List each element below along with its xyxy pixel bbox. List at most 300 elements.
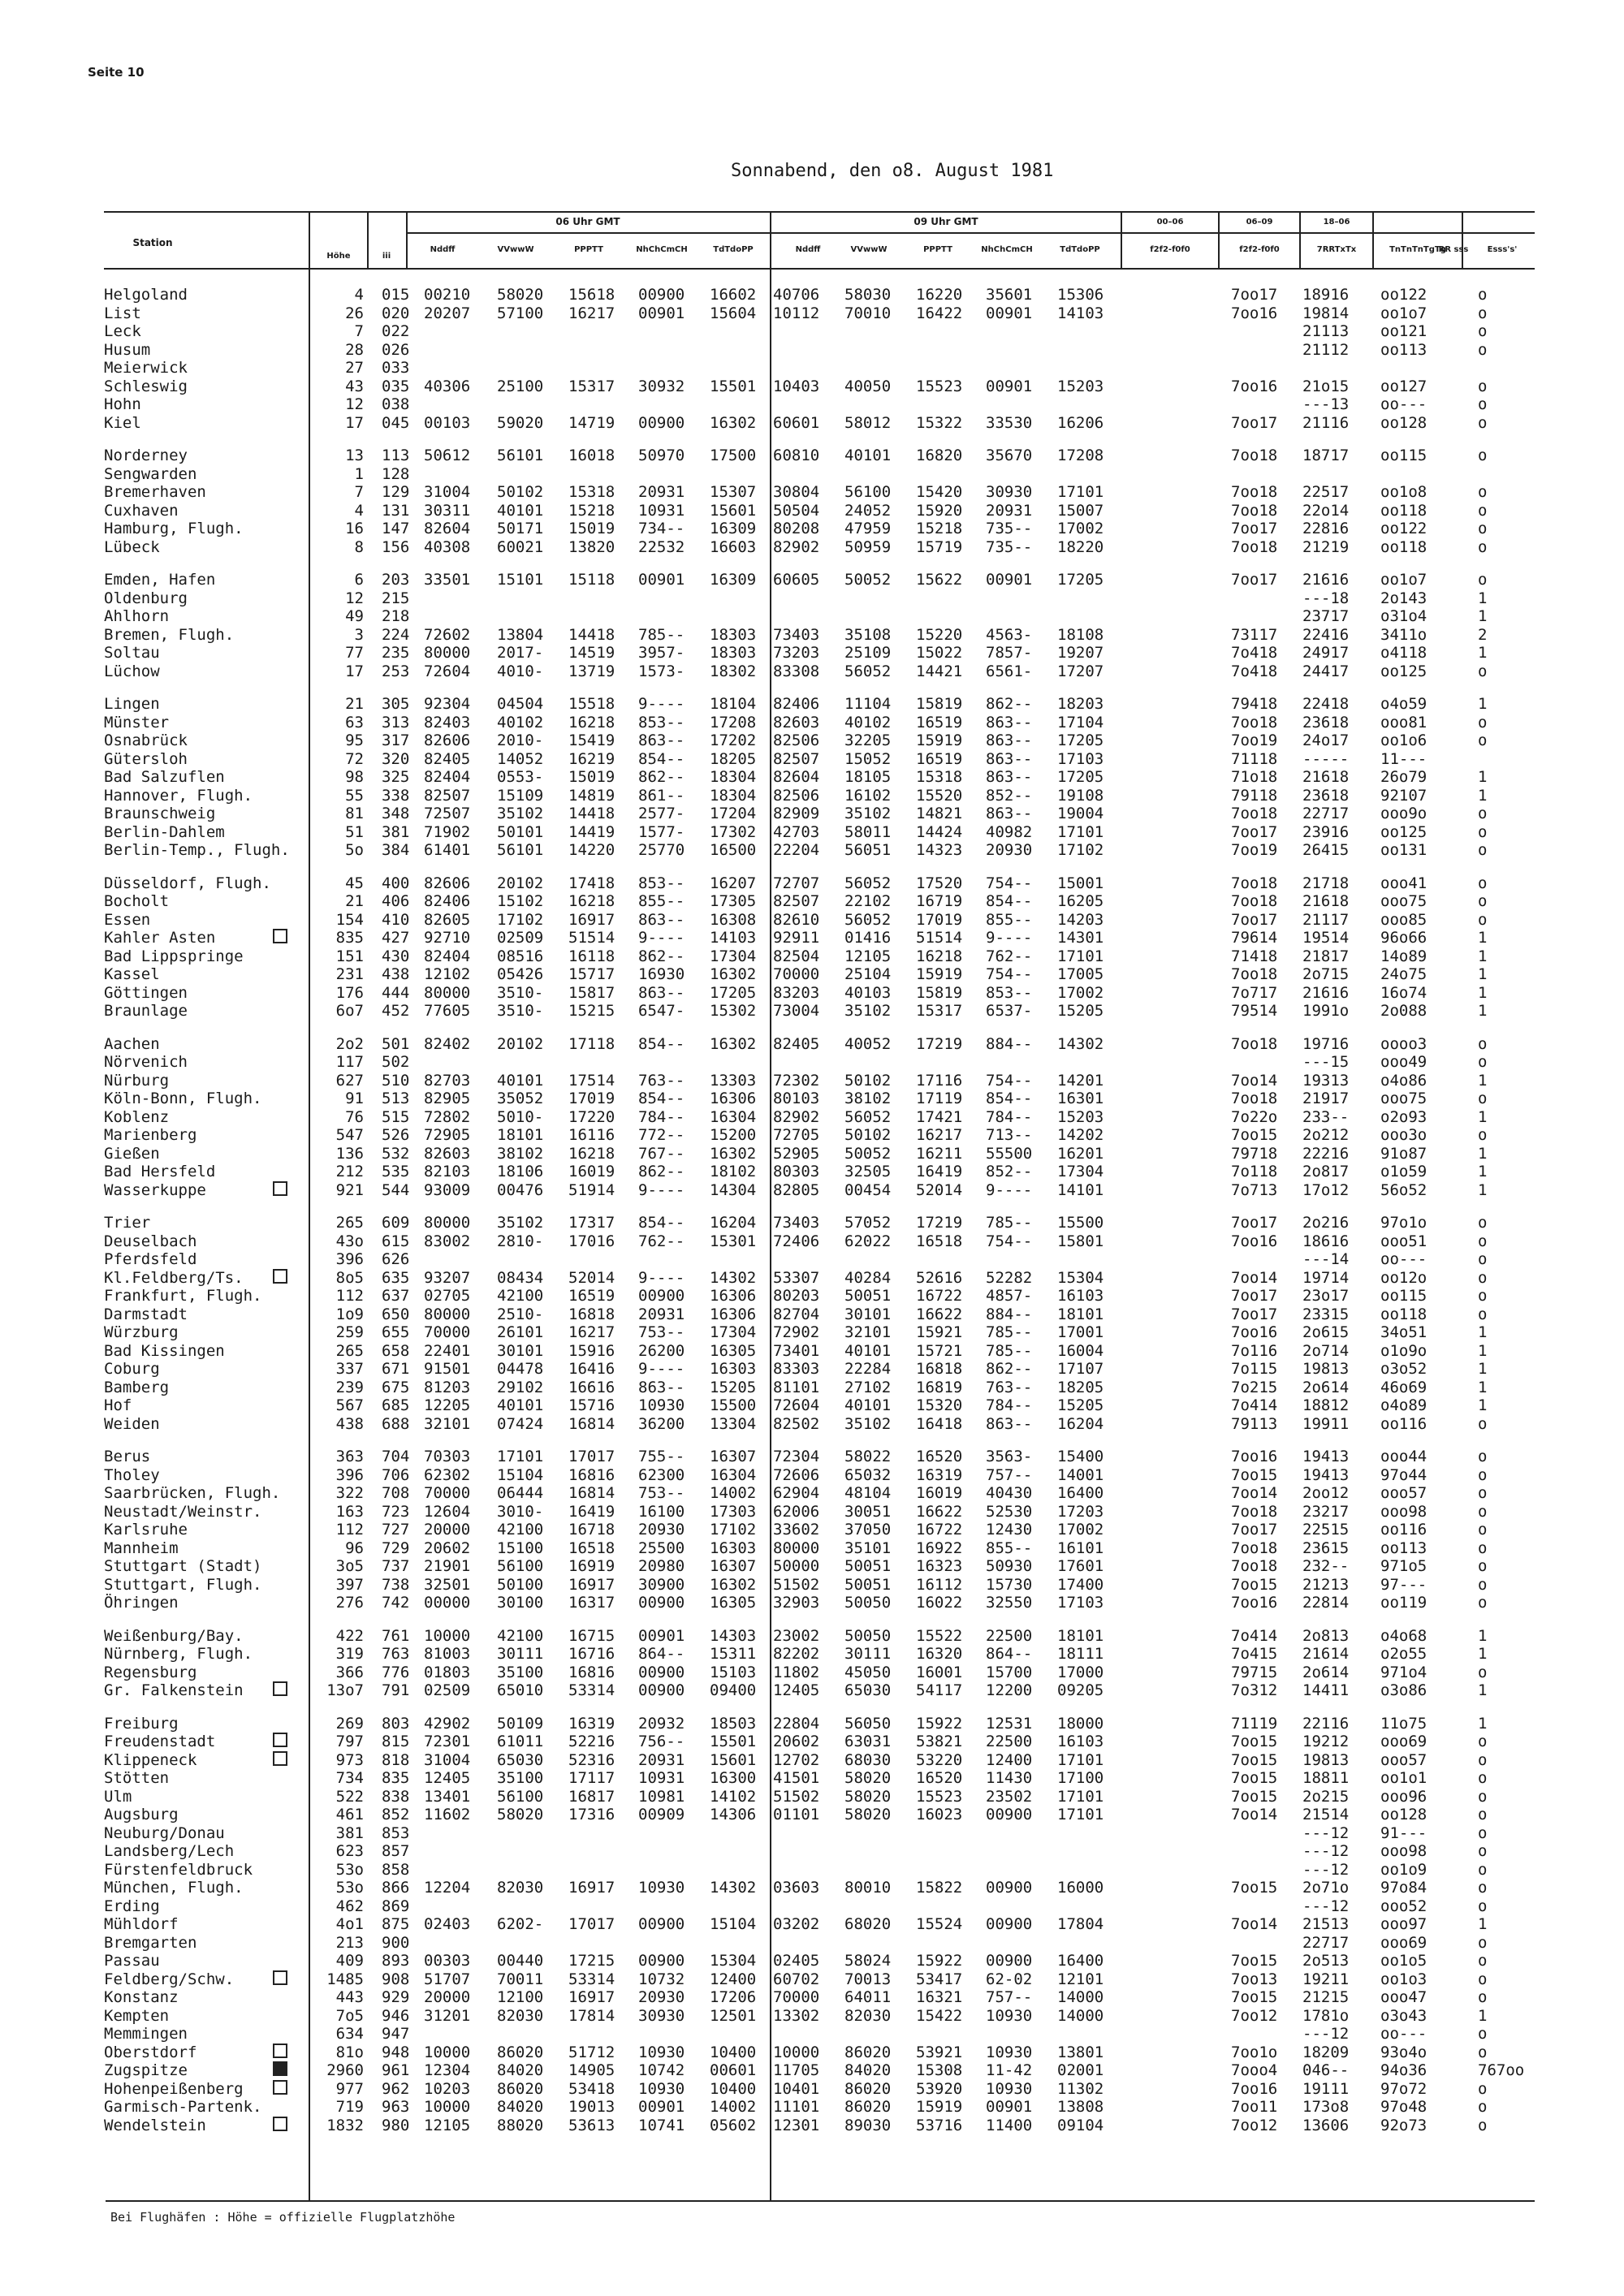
value-09-vvwww: 56052 [844,911,892,929]
station-height: 53o [335,1861,364,1879]
station-height: 396 [335,1466,364,1484]
value-06-nddff: 71902 [424,823,471,841]
value-06-nch: 30900 [638,1576,685,1594]
value-09-ppptt: 15522 [916,1627,963,1645]
station-height: 53o [335,1879,364,1897]
table-row [0,626,1624,645]
station-number: 838 [382,1788,410,1806]
value-rr: 2o088 [1380,1002,1427,1020]
value-snow: o [1478,1557,1488,1575]
station-name: Bad Kissingen [104,1342,225,1360]
value-rr: oo118 [1380,502,1427,520]
value-tmax: 7o118 [1231,1163,1278,1180]
station-number: 348 [382,805,410,822]
table-row [0,1970,1624,1990]
value-06-vvwww: 50101 [497,823,544,841]
value-06-nddff: 11602 [424,1806,471,1823]
value-tmax: 79418 [1231,695,1278,713]
value-06-tdtd: 14002 [710,1484,757,1502]
value-tmin: 21618 [1302,892,1350,910]
value-06-vvwww: 38102 [497,1145,544,1163]
value-tmin: 19911 [1302,1415,1350,1433]
value-snow: o [1478,322,1488,340]
value-09-nch: 754-- [986,874,1033,892]
value-tmax: 7oo1o [1231,2044,1278,2061]
value-06-nch: 784-- [638,1108,685,1126]
value-rr: ooo69 [1380,1733,1427,1750]
value-rr: oo118 [1380,538,1427,556]
station-number: 875 [382,1915,410,1933]
value-09-nch: 00901 [986,304,1033,322]
station-height: 55 [345,787,364,805]
value-tmin: 22416 [1302,626,1350,644]
value-09-nch: 00901 [986,571,1033,589]
value-06-ppptt: 17418 [568,874,615,892]
station-height: 8o5 [335,1269,364,1287]
station-height: 26 [345,304,364,322]
station-name: Landsberg/Lech [104,1842,235,1860]
value-rr: 94o36 [1380,2061,1427,2079]
station-number: 253 [382,662,410,680]
value-09-ppptt: 16722 [916,1521,963,1539]
table-row [0,322,1624,342]
value-09-vvwww: 24052 [844,502,892,520]
station-height: 17 [345,414,364,432]
value-snow: o [1478,1576,1488,1594]
value-06-ppptt: 14419 [568,823,615,841]
value-09-vvwww: 32205 [844,732,892,749]
value-06-nddff: 93207 [424,1269,471,1287]
value-06-ppptt: 16118 [568,947,615,965]
value-rr: 97o72 [1380,2080,1427,2098]
value-06-nch: 1577- [638,823,685,841]
value-rr: oo12o [1380,1269,1427,1287]
value-snow: o [1478,1053,1488,1071]
value-09-vvwww: 40101 [844,447,892,464]
value-tmax: 7o215 [1231,1379,1278,1396]
value-09-tdtd: 17101 [1057,1806,1104,1823]
value-06-nddff: 12105 [424,2117,471,2134]
value-09-tdtd: 18101 [1057,1306,1104,1323]
value-06-vvwww: 08434 [497,1269,544,1287]
value-tmin: 19813 [1302,1751,1350,1769]
value-09-nddff: 50504 [773,502,820,520]
value-09-nddff: 73401 [773,1342,820,1360]
value-09-ppptt: 16019 [916,1484,963,1502]
value-09-nch: 33530 [986,414,1033,432]
table-row [0,1072,1624,1091]
value-09-tdtd: 16101 [1057,1539,1104,1557]
table-row [0,1934,1624,1953]
value-06-nch: 9---- [638,695,685,713]
value-06-nddff: 62302 [424,1466,471,1484]
value-09-nddff: 33602 [773,1521,820,1539]
value-09-ppptt: 15320 [916,1396,963,1414]
value-06-vvwww: 42100 [497,1521,544,1539]
value-rr: oo118 [1380,1306,1427,1323]
value-06-ppptt: 15019 [568,520,615,537]
table-row [0,465,1624,485]
station-name: Erding [104,1897,160,1915]
value-06-ppptt: 15218 [568,502,615,520]
value-09-ppptt: 15919 [916,732,963,749]
value-09-nch: 15700 [986,1664,1033,1681]
station-name: Ahlhorn [104,607,170,625]
value-06-nddff: 72602 [424,626,471,644]
value-tmin: 23615 [1302,1539,1350,1557]
value-06-ppptt: 16816 [568,1664,615,1681]
value-06-tdtd: 17206 [710,1988,757,2006]
value-06-ppptt: 15518 [568,695,615,713]
value-06-vvwww: 3010- [497,1503,544,1521]
square-icon [273,1751,287,1766]
value-06-tdtd: 15200 [710,1126,757,1144]
value-rr: ooo69 [1380,1934,1427,1952]
station-height: 151 [335,947,364,965]
value-snow: o [1478,1232,1488,1250]
table-row [0,1879,1624,1898]
value-06-nch: 862-- [638,768,685,786]
station-number: 685 [382,1396,410,1414]
square-icon [273,2044,287,2058]
value-06-nddff: 42902 [424,1715,471,1733]
value-09-tdtd: 15203 [1057,1108,1104,1126]
table-row [0,965,1624,985]
value-snow: 1 [1478,1002,1488,1020]
station-height: 547 [335,1126,364,1144]
value-tmax: 7o415 [1231,1645,1278,1663]
value-06-nch: 861-- [638,787,685,805]
value-06-nch: 00900 [638,286,685,304]
station-height: 835 [335,929,364,947]
value-06-nddff: 30311 [424,502,471,520]
value-06-vvwww: 02509 [497,929,544,947]
value-tmax: 79715 [1231,1664,1278,1681]
value-06-nch: 772-- [638,1126,685,1144]
value-snow: 1 [1478,644,1488,662]
value-09-vvwww: 56052 [844,874,892,892]
value-09-vvwww: 32505 [844,1163,892,1180]
value-snow: o [1478,841,1488,859]
value-06-nch: 753-- [638,1484,685,1502]
value-tmin: 2o216 [1302,1214,1350,1232]
value-snow: o [1478,1035,1488,1053]
table-row [0,1379,1624,1398]
station-height: 337 [335,1360,364,1378]
value-09-tdtd: 17205 [1057,768,1104,786]
value-06-ppptt: 15419 [568,732,615,749]
value-09-tdtd: 17102 [1057,841,1104,859]
value-09-nch: 12400 [986,1751,1033,1769]
station-number: 384 [382,841,410,859]
value-rr: 14o89 [1380,947,1427,965]
value-tmax: 71119 [1231,1715,1278,1733]
value-06-nch: 20930 [638,1988,685,2006]
value-tmin: 19413 [1302,1448,1350,1465]
value-09-ppptt: 15919 [916,2098,963,2116]
table-row [0,414,1624,434]
value-06-ppptt: 16518 [568,1539,615,1557]
value-tmax: 7oo15 [1231,1769,1278,1787]
station-number: 761 [382,1627,410,1645]
table-row [0,359,1624,378]
value-06-nddff: 82404 [424,768,471,786]
station-number: 727 [382,1521,410,1539]
value-09-nddff: 60702 [773,1970,820,1988]
value-rr: o3o86 [1380,1681,1427,1699]
value-09-tdtd: 14202 [1057,1126,1104,1144]
value-09-tdtd: 17208 [1057,447,1104,464]
value-06-nch: 00901 [638,571,685,589]
value-09-ppptt: 15308 [916,2061,963,2079]
value-06-ppptt: 15317 [568,378,615,395]
station-name: Fürstenfeldbruck [104,1861,253,1879]
value-06-nch: 26200 [638,1342,685,1360]
value-snow: o [1478,286,1488,304]
station-name: Norderney [104,447,188,464]
value-09-nddff: 30804 [773,483,820,501]
value-tmin: ---12 [1302,1897,1350,1915]
table-row [0,1145,1624,1164]
station-height: 117 [335,1053,364,1071]
value-06-tdtd: 15601 [710,502,757,520]
value-09-ppptt: 15322 [916,414,963,432]
station-number: 020 [382,304,410,322]
station-name: Leck [104,322,141,340]
value-tmax: 7oo18 [1231,1557,1278,1575]
value-snow: o [1478,571,1488,589]
table-row [0,714,1624,733]
value-tmin: ---12 [1302,2025,1350,2043]
value-tmax: 7oo18 [1231,874,1278,892]
value-rr: ooo51 [1380,1232,1427,1250]
value-06-nddff: 61401 [424,841,471,859]
value-snow: o [1478,1466,1488,1484]
value-09-ppptt: 16320 [916,1645,963,1663]
value-09-vvwww: 50052 [844,571,892,589]
value-06-nch: 20931 [638,1306,685,1323]
value-snow: 1 [1478,1072,1488,1090]
station-name: Freiburg [104,1715,179,1733]
value-09-tdtd: 17005 [1057,965,1104,983]
value-09-nddff: 42703 [773,823,820,841]
value-06-nch: 854-- [638,1214,685,1232]
value-09-vvwww: 84020 [844,2061,892,2079]
value-06-vvwww: 88020 [497,2117,544,2134]
value-tmax: 79118 [1231,787,1278,805]
value-06-nch: 00909 [638,1806,685,1823]
value-06-ppptt: 16814 [568,1484,615,1502]
value-09-nddff: 82805 [773,1181,820,1199]
value-tmax: 7oo16 [1231,1594,1278,1612]
value-06-nddff: 02403 [424,1915,471,1933]
value-snow: o [1478,378,1488,395]
table-row [0,1448,1624,1467]
station-name: Bad Hersfeld [104,1163,216,1180]
square-icon [273,1181,287,1196]
value-06-ppptt: 16919 [568,1557,615,1575]
value-rr: 971o5 [1380,1557,1427,1575]
value-06-ppptt: 15215 [568,1002,615,1020]
table-row [0,1181,1624,1201]
value-06-ppptt: 16616 [568,1379,615,1396]
table-row [0,1664,1624,1683]
value-09-nddff: 52905 [773,1145,820,1163]
value-09-ppptt: 17019 [916,911,963,929]
value-rr: o4o89 [1380,1396,1427,1414]
value-snow: 1 [1478,1163,1488,1180]
value-rr: ooo41 [1380,874,1427,892]
value-06-nddff: 12604 [424,1503,471,1521]
header-col-nch-06: NhChCmCH [636,245,688,254]
station-name: Bocholt [104,892,170,910]
table-row [0,447,1624,466]
value-09-nch: 10930 [986,2080,1033,2098]
station-height: 6o7 [335,1002,364,1020]
value-09-nddff: 80208 [773,520,820,537]
value-tmin: 23916 [1302,823,1350,841]
value-06-vvwww: 30100 [497,1594,544,1612]
value-06-tdtd: 00601 [710,2061,757,2079]
value-06-tdtd: 05602 [710,2117,757,2134]
value-06-vvwww: 25100 [497,378,544,395]
value-snow: o [1478,1879,1488,1897]
value-09-ppptt: 16519 [916,714,963,732]
value-snow: 1 [1478,1323,1488,1341]
value-06-vvwww: 30111 [497,1645,544,1663]
station-name: Neuburg/Donau [104,1824,225,1842]
value-tmin: 2o614 [1302,1664,1350,1681]
value-rr: 93o4o [1380,2044,1427,2061]
station-name: Bad Lippspringe [104,947,244,965]
value-09-nch: 784-- [986,1396,1033,1414]
station-height: 95 [345,732,364,749]
value-tmin: ---13 [1302,395,1350,413]
value-rr: oo128 [1380,414,1427,432]
value-09-nddff: 70000 [773,1988,820,2006]
station-number: 313 [382,714,410,732]
station-height: 4o1 [335,1915,364,1933]
value-09-nch: 763-- [986,1379,1033,1396]
station-height: 2960 [326,2061,364,2079]
value-snow: o [1478,1769,1488,1787]
value-09-nddff: 22204 [773,841,820,859]
station-height: 72 [345,750,364,768]
table-row [0,1053,1624,1072]
table-row [0,2117,1624,2136]
value-06-ppptt: 16718 [568,1521,615,1539]
station-name: Kl.Feldberg/Ts. [104,1269,244,1287]
value-rr: 97o1o [1380,1214,1427,1232]
station-number: 427 [382,929,410,947]
value-tmax: 79718 [1231,1145,1278,1163]
value-tmin: 23618 [1302,787,1350,805]
value-09-tdtd: 17400 [1057,1576,1104,1594]
value-09-vvwww: 30111 [844,1645,892,1663]
value-rr: oo1o1 [1380,1769,1427,1787]
value-tmax: 79113 [1231,1415,1278,1433]
value-06-tdtd: 16307 [710,1448,757,1465]
station-name: Sengwarden [104,465,197,483]
table-row [0,1645,1624,1664]
value-06-ppptt: 16917 [568,1879,615,1897]
value-06-nch: 00900 [638,1594,685,1612]
station-height: 81 [345,805,364,822]
value-06-tdtd: 17102 [710,1521,757,1539]
value-tmax: 7oo17 [1231,1214,1278,1232]
value-06-tdtd: 16603 [710,538,757,556]
value-06-vvwww: 5010- [497,1108,544,1126]
value-06-nddff: 10000 [424,1627,471,1645]
value-09-vvwww: 00454 [844,1181,892,1199]
value-snow: o [1478,1842,1488,1860]
value-06-ppptt: 52014 [568,1269,615,1287]
station-name: Nürburg [104,1072,170,1090]
station-number: 535 [382,1163,410,1180]
value-snow: o [1478,1214,1488,1232]
value-06-nch: 10930 [638,1879,685,1897]
station-name: Oberstdorf [104,2044,197,2061]
value-06-nch: 00900 [638,1952,685,1970]
value-06-nch: 16100 [638,1503,685,1521]
value-09-vvwww: 56052 [844,1108,892,1126]
footer-note: Bei Flughäfen : Höhe = offizielle Flugplatzhöhe [110,2210,456,2225]
value-06-ppptt: 14819 [568,787,615,805]
station-number: 215 [382,589,410,607]
value-snow: o [1478,483,1488,501]
value-06-tdtd: 17202 [710,732,757,749]
value-09-nddff: 22804 [773,1715,820,1733]
value-rr: 11o75 [1380,1715,1427,1733]
station-name: Münster [104,714,170,732]
value-snow: o [1478,1806,1488,1823]
value-06-tdtd: 18102 [710,1163,757,1180]
station-name: Tholey [104,1466,160,1484]
value-snow: 1 [1478,1342,1488,1360]
value-09-nddff: 50000 [773,1557,820,1575]
value-09-ppptt: 54117 [916,1681,963,1699]
value-tmin: 24917 [1302,644,1350,662]
value-09-nddff: 03202 [773,1915,820,1933]
station-height: 5o [345,841,364,859]
station-number: 962 [382,2080,410,2098]
station-number: 961 [382,2061,410,2079]
value-06-nch: 20931 [638,483,685,501]
value-09-nch: 00900 [986,1806,1033,1823]
station-name: Würzburg [104,1323,179,1341]
value-06-ppptt: 16319 [568,1715,615,1733]
value-09-tdtd: 17103 [1057,750,1104,768]
value-09-vvwww: 40052 [844,1035,892,1053]
table-row [0,1952,1624,1971]
value-06-nddff: 32101 [424,1415,471,1433]
value-06-vvwww: 30101 [497,1342,544,1360]
value-09-vvwww: 58012 [844,414,892,432]
value-09-nch: 854-- [986,892,1033,910]
value-06-vvwww: 82030 [497,1879,544,1897]
value-06-ppptt: 16816 [568,1466,615,1484]
station-name: Helgoland [104,286,188,304]
value-06-nddff: 80000 [424,984,471,1002]
value-09-vvwww: 48104 [844,1484,892,1502]
table-row [0,1306,1624,1325]
table-row [0,2061,1624,2081]
value-06-nddff: 92710 [424,929,471,947]
value-06-tdtd: 16302 [710,1576,757,1594]
value-06-nddff: 20207 [424,304,471,322]
value-09-tdtd: 17304 [1057,1163,1104,1180]
value-tmin: 21113 [1302,322,1350,340]
